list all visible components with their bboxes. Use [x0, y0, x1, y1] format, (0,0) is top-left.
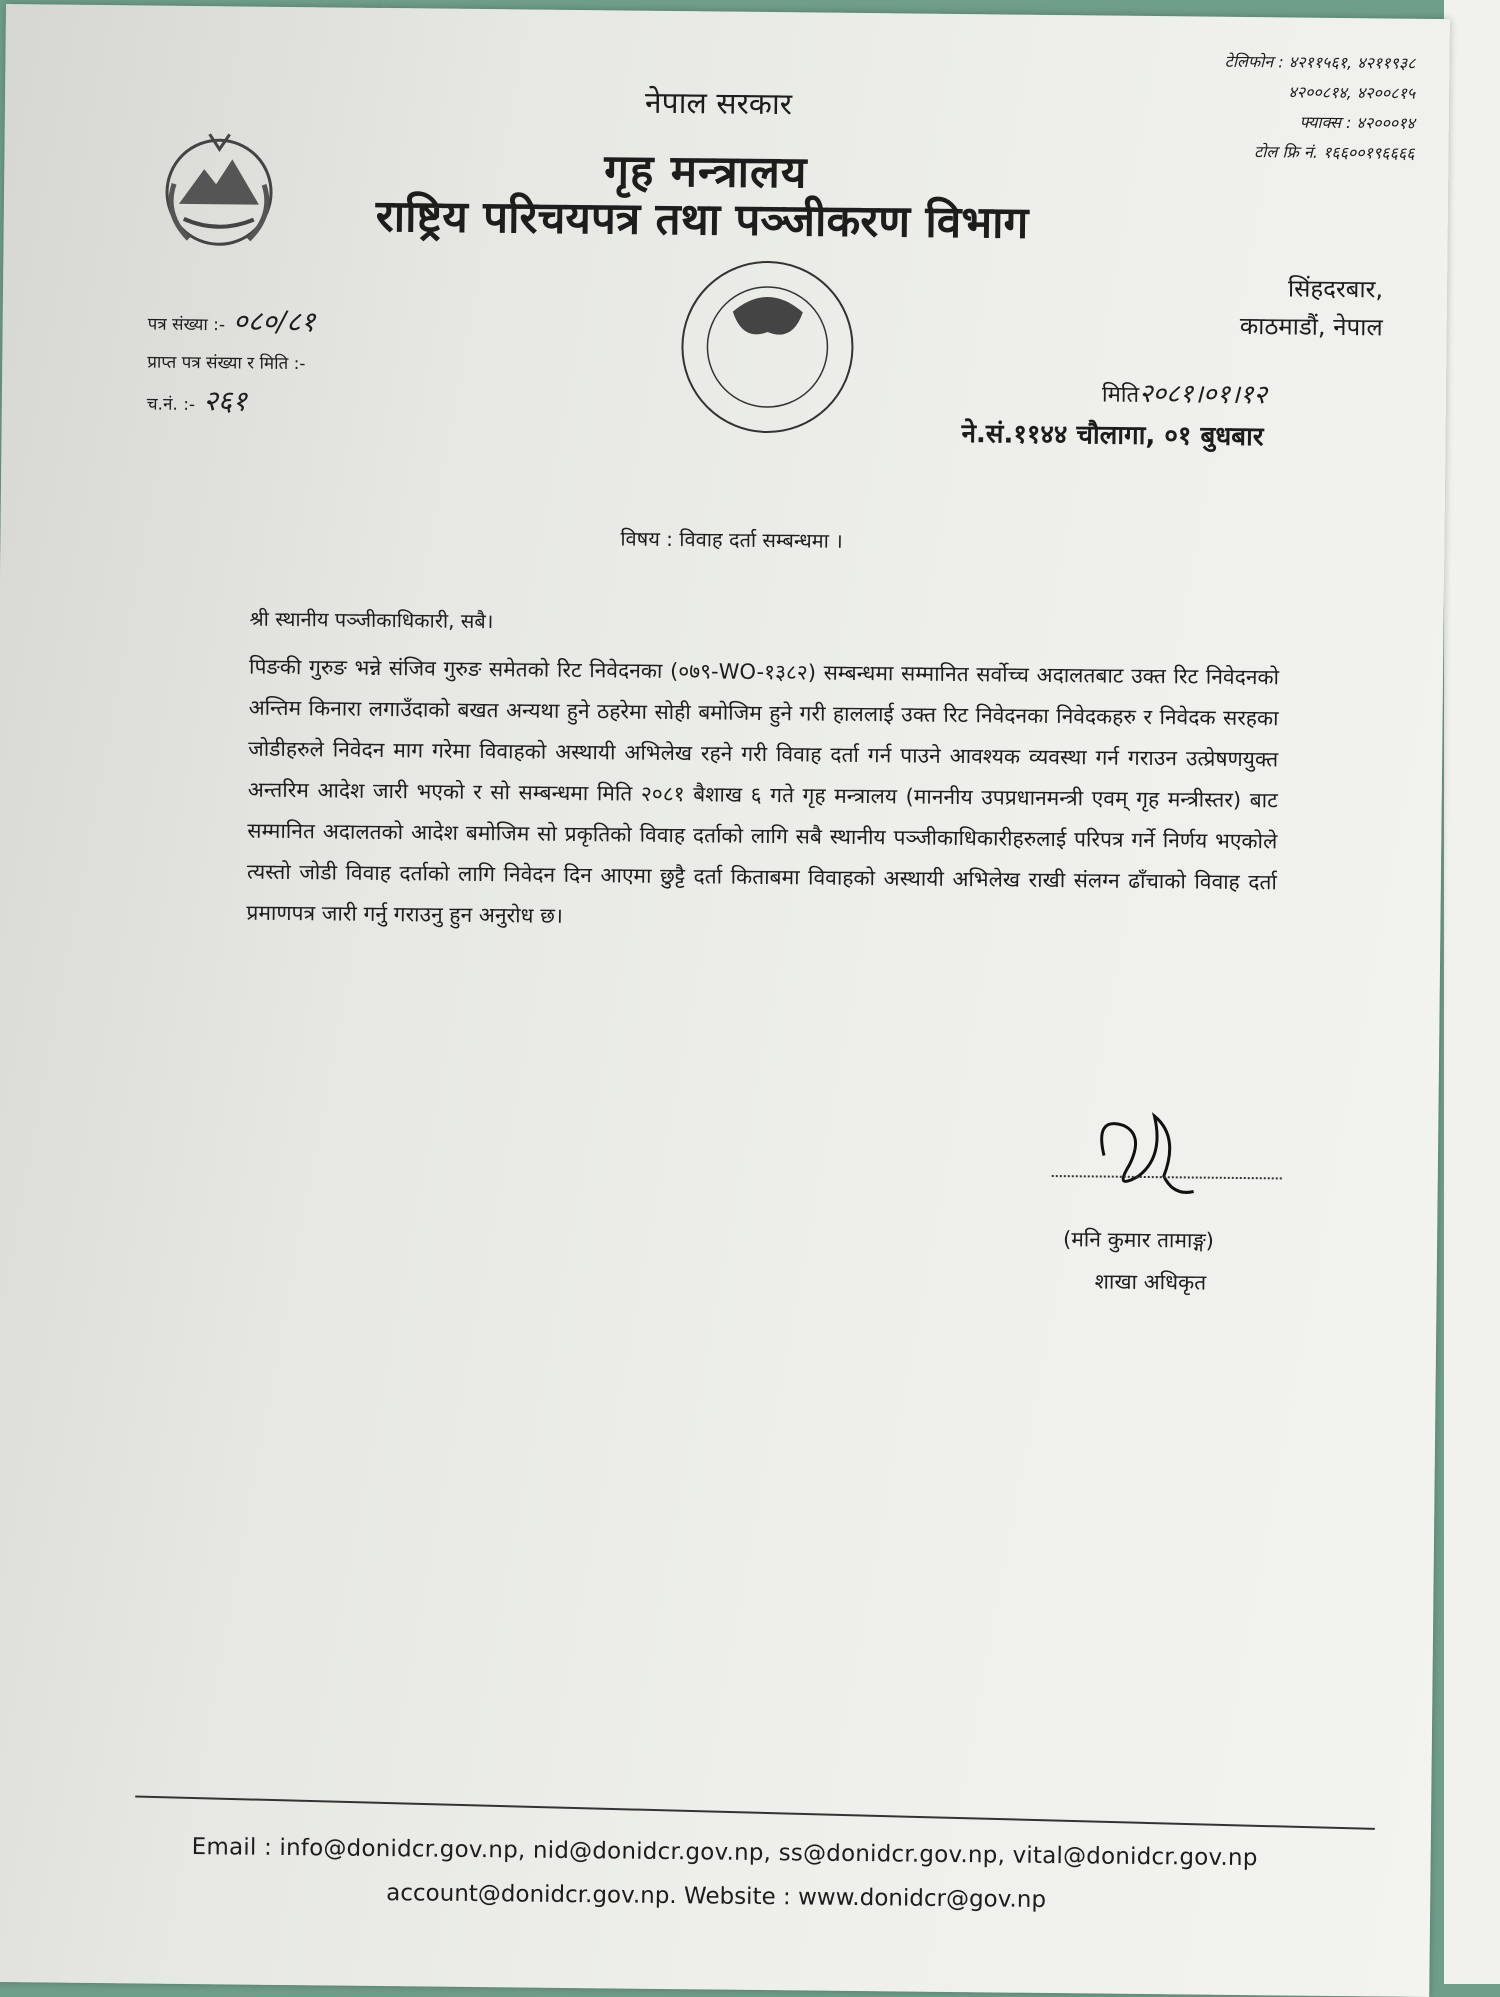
date-line: मिति२०८१।०१।१२: [1101, 378, 1268, 411]
tollfree-text: टोल फ्रि नं. १६६००१९६६६६: [1254, 142, 1415, 163]
header-government: नेपाल सरकार: [644, 85, 793, 123]
footer-email: Email : info@donidcr.gov.np, nid@donidcr.gov.np, ss@donidcr.gov.np, vital@donidcr.gov.np: [191, 1834, 1258, 1872]
fax-text: फ्याक्स : ४२०००१४: [1299, 112, 1415, 133]
header-department: राष्ट्रिय परिचयपत्र तथा पञ्जीकरण विभाग: [375, 190, 1029, 249]
nepal-emblem-icon: [153, 124, 284, 255]
contact-block: [1134, 46, 1415, 169]
salutation: श्री स्थानीय पञ्जीकाधिकारी, सबै।: [249, 606, 494, 634]
letter-paper: [0, 4, 1450, 1997]
subject-line: विषय : विवाह दर्ता सम्बन्धमा ।: [620, 526, 843, 553]
phone-text: टेलिफोन : ४२११५६१, ४२११९३८: [1224, 51, 1416, 73]
letter-number: पत्र संख्या :- ०८०/८१: [147, 304, 316, 339]
address-line2: काठमाडौं, नेपाल: [1239, 311, 1383, 342]
address-line1: सिंहदरबार,: [1287, 274, 1384, 304]
letter-body: पिङकी गुरुङ भन्ने संजिव गुरुङ समेतको रिट निवेदनका (०७९-WO-१३८२) सम्बन्धमा सम्मानित सर्वोच्च अदालतबाट उक्त रिट निवेदनको अन्तिम किनारा लगाउँदाको बखत अन्यथा हुने ठहरेमा सोही बमोजिम हुने गरी हाललाई उक्त रिट निवेदनका निवेदकहरु र निवेदक सरहका जोडीहरुले निवेदन माग गरेमा विवाहको अस्थायी अभिलेख रहने गरी विवाह दर्ता गर्न पाउने आवश्यक व्यवस्था गर्न गराउन उत्प्रेषणयुक्त अन्तरिम आदेश जारी भएको र सो सम्बन्धमा मिति २०८१ बैशाख ६ गते गृह मन्त्रालय (माननीय उपप्रधानमन्त्री एवम् गृह मन्त्रीस्तर) बाट सम्मानित अदालतको आदेश बमोजिम सो प्रकृतिको विवाह दर्ताको लागि सबै स्थानीय पञ्जीकाधिकारीहरुलाई परिपत्र गर्ने निर्णय भएकोले त्यस्तो जोडी विवाह दर्ताको लागि निवेदन दिन आएमा छुट्टै दर्ता किताबमा विवाहको अस्थायी अभिलेख राखी संलग्न ढाँचाको विवाह दर्ता प्रमाणपत्र जारी गर्नु गराउनु हुन अनुरोध छ।: [246, 654, 1280, 928]
signatory-name: (मनि कुमार तामाङ्ग): [1062, 1227, 1215, 1253]
background-sheet: [1444, 0, 1500, 1984]
signatory-title: शाखा अधिकृत: [1094, 1269, 1207, 1295]
handwritten-signature-icon: [1083, 1095, 1214, 1206]
phone2-text: ४२००८१४, ४२००८१५: [1288, 82, 1416, 103]
nepal-sambat-date: ने.सं.११४४ चौलागा, ०१ बुधबार: [961, 419, 1264, 453]
reference-block: [147, 302, 316, 426]
department-stamp-icon: [671, 251, 863, 443]
footer-divider: [135, 1795, 1375, 1829]
received-letter: प्राप्त पत्र संख्या र मिति :-: [147, 352, 306, 375]
header-ministry: गृह मन्त्रालय: [604, 145, 808, 199]
footer-website: account@donidcr.gov.np. Website : www.donidcr@gov.np: [386, 1880, 1047, 1913]
dispatch-number: च.नं. :- २६१: [146, 384, 248, 418]
address-block: [1143, 268, 1384, 347]
